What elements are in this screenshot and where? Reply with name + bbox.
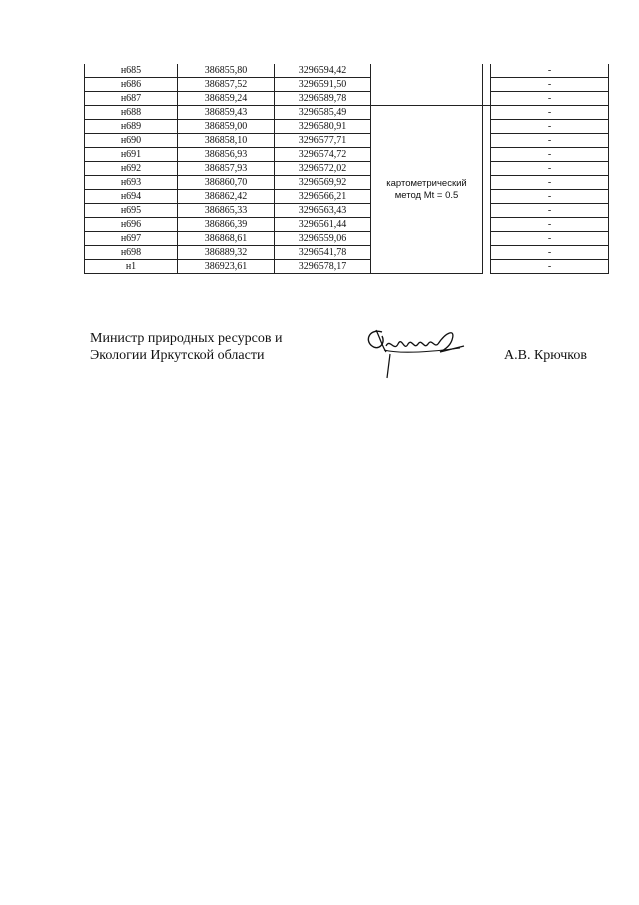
- column-gap: [483, 64, 491, 78]
- x-coordinate-cell: 386889,32: [178, 246, 275, 260]
- table-row: [85, 64, 609, 78]
- table-row: [85, 246, 609, 260]
- table-row: [85, 106, 609, 120]
- extra-cell: -: [491, 246, 609, 260]
- y-coordinate-cell: 3296541,78: [275, 246, 371, 260]
- column-gap: [483, 78, 491, 92]
- x-coordinate-cell: 386857,93: [178, 162, 275, 176]
- x-coordinate-cell: 386859,43: [178, 106, 275, 120]
- point-cell: н685: [85, 64, 178, 78]
- x-coordinate-cell: 386858,10: [178, 134, 275, 148]
- y-coordinate-cell: 3296589,78: [275, 92, 371, 106]
- point-cell: н698: [85, 246, 178, 260]
- extra-cell: -: [491, 218, 609, 232]
- extra-cell: -: [491, 190, 609, 204]
- x-coordinate-cell: 386856,93: [178, 148, 275, 162]
- method-cell: [371, 106, 483, 274]
- column-gap: [483, 246, 491, 260]
- column-gap: [483, 92, 491, 106]
- extra-cell: -: [491, 260, 609, 274]
- extra-cell: -: [491, 78, 609, 92]
- extra-cell: -: [491, 64, 609, 78]
- column-gap: [483, 218, 491, 232]
- point-cell: н696: [85, 218, 178, 232]
- column-gap: [483, 204, 491, 218]
- x-coordinate-cell: 386860,70: [178, 176, 275, 190]
- extra-cell: -: [491, 176, 609, 190]
- x-coordinate-cell: 386862,42: [178, 190, 275, 204]
- point-cell: н692: [85, 162, 178, 176]
- method-cell-blank: [371, 78, 483, 92]
- table-row: [85, 218, 609, 232]
- point-cell: н687: [85, 92, 178, 106]
- handwritten-signature: [360, 316, 470, 382]
- point-cell: н695: [85, 204, 178, 218]
- table-row: [85, 162, 609, 176]
- point-cell: н1: [85, 260, 178, 274]
- coordinates-table: [84, 64, 609, 274]
- y-coordinate-cell: 3296577,71: [275, 134, 371, 148]
- column-gap: [483, 162, 491, 176]
- y-coordinate-cell: 3296559,06: [275, 232, 371, 246]
- table-row: [85, 120, 609, 134]
- y-coordinate-cell: 3296585,49: [275, 106, 371, 120]
- x-coordinate-cell: 386868,61: [178, 232, 275, 246]
- column-gap: [483, 260, 491, 274]
- point-cell: н693: [85, 176, 178, 190]
- column-gap: [483, 120, 491, 134]
- y-coordinate-cell: 3296580,91: [275, 120, 371, 134]
- point-cell: н694: [85, 190, 178, 204]
- method-line-1: картометрический: [386, 177, 467, 189]
- extra-cell: -: [491, 120, 609, 134]
- table-row: [85, 176, 609, 190]
- extra-cell: -: [491, 106, 609, 120]
- column-gap: [483, 106, 491, 120]
- y-coordinate-cell: 3296569,92: [275, 176, 371, 190]
- y-coordinate-cell: 3296572,02: [275, 162, 371, 176]
- y-coordinate-cell: 3296574,72: [275, 148, 371, 162]
- table-row: [85, 78, 609, 92]
- column-gap: [483, 176, 491, 190]
- extra-cell: -: [491, 232, 609, 246]
- x-coordinate-cell: 386857,52: [178, 78, 275, 92]
- signatory-title-line-2: Экологии Иркутской области: [90, 348, 265, 363]
- table-row: [85, 260, 609, 274]
- point-cell: н688: [85, 106, 178, 120]
- column-gap: [483, 148, 491, 162]
- table-row: [85, 148, 609, 162]
- method-cell-blank: [371, 92, 483, 106]
- x-coordinate-cell: 386923,61: [178, 260, 275, 274]
- extra-cell: -: [491, 134, 609, 148]
- extra-cell: -: [491, 148, 609, 162]
- point-cell: н697: [85, 232, 178, 246]
- y-coordinate-cell: 3296561,44: [275, 218, 371, 232]
- signatory-title-line-1: Министр природных ресурсов и: [90, 331, 283, 346]
- table-row: [85, 204, 609, 218]
- method-cell-blank: [371, 64, 483, 78]
- column-gap: [483, 190, 491, 204]
- y-coordinate-cell: 3296594,42: [275, 64, 371, 78]
- table-row: [85, 232, 609, 246]
- signatory-title: [90, 330, 282, 364]
- y-coordinate-cell: 3296578,17: [275, 260, 371, 274]
- signer-name: А.В. Крючков: [504, 348, 587, 363]
- y-coordinate-cell: 3296563,43: [275, 204, 371, 218]
- method-line-2: метод Mt = 0.5: [394, 189, 459, 201]
- extra-cell: -: [491, 162, 609, 176]
- table-row: [85, 92, 609, 106]
- point-cell: н691: [85, 148, 178, 162]
- point-cell: н689: [85, 120, 178, 134]
- x-coordinate-cell: 386859,24: [178, 92, 275, 106]
- y-coordinate-cell: 3296591,50: [275, 78, 371, 92]
- x-coordinate-cell: 386859,00: [178, 120, 275, 134]
- x-coordinate-cell: 386855,80: [178, 64, 275, 78]
- table-row: [85, 190, 609, 204]
- y-coordinate-cell: 3296566,21: [275, 190, 371, 204]
- extra-cell: -: [491, 204, 609, 218]
- x-coordinate-cell: 386866,39: [178, 218, 275, 232]
- column-gap: [483, 232, 491, 246]
- extra-cell: -: [491, 92, 609, 106]
- table-row: [85, 134, 609, 148]
- point-cell: н690: [85, 134, 178, 148]
- x-coordinate-cell: 386865,33: [178, 204, 275, 218]
- point-cell: н686: [85, 78, 178, 92]
- column-gap: [483, 134, 491, 148]
